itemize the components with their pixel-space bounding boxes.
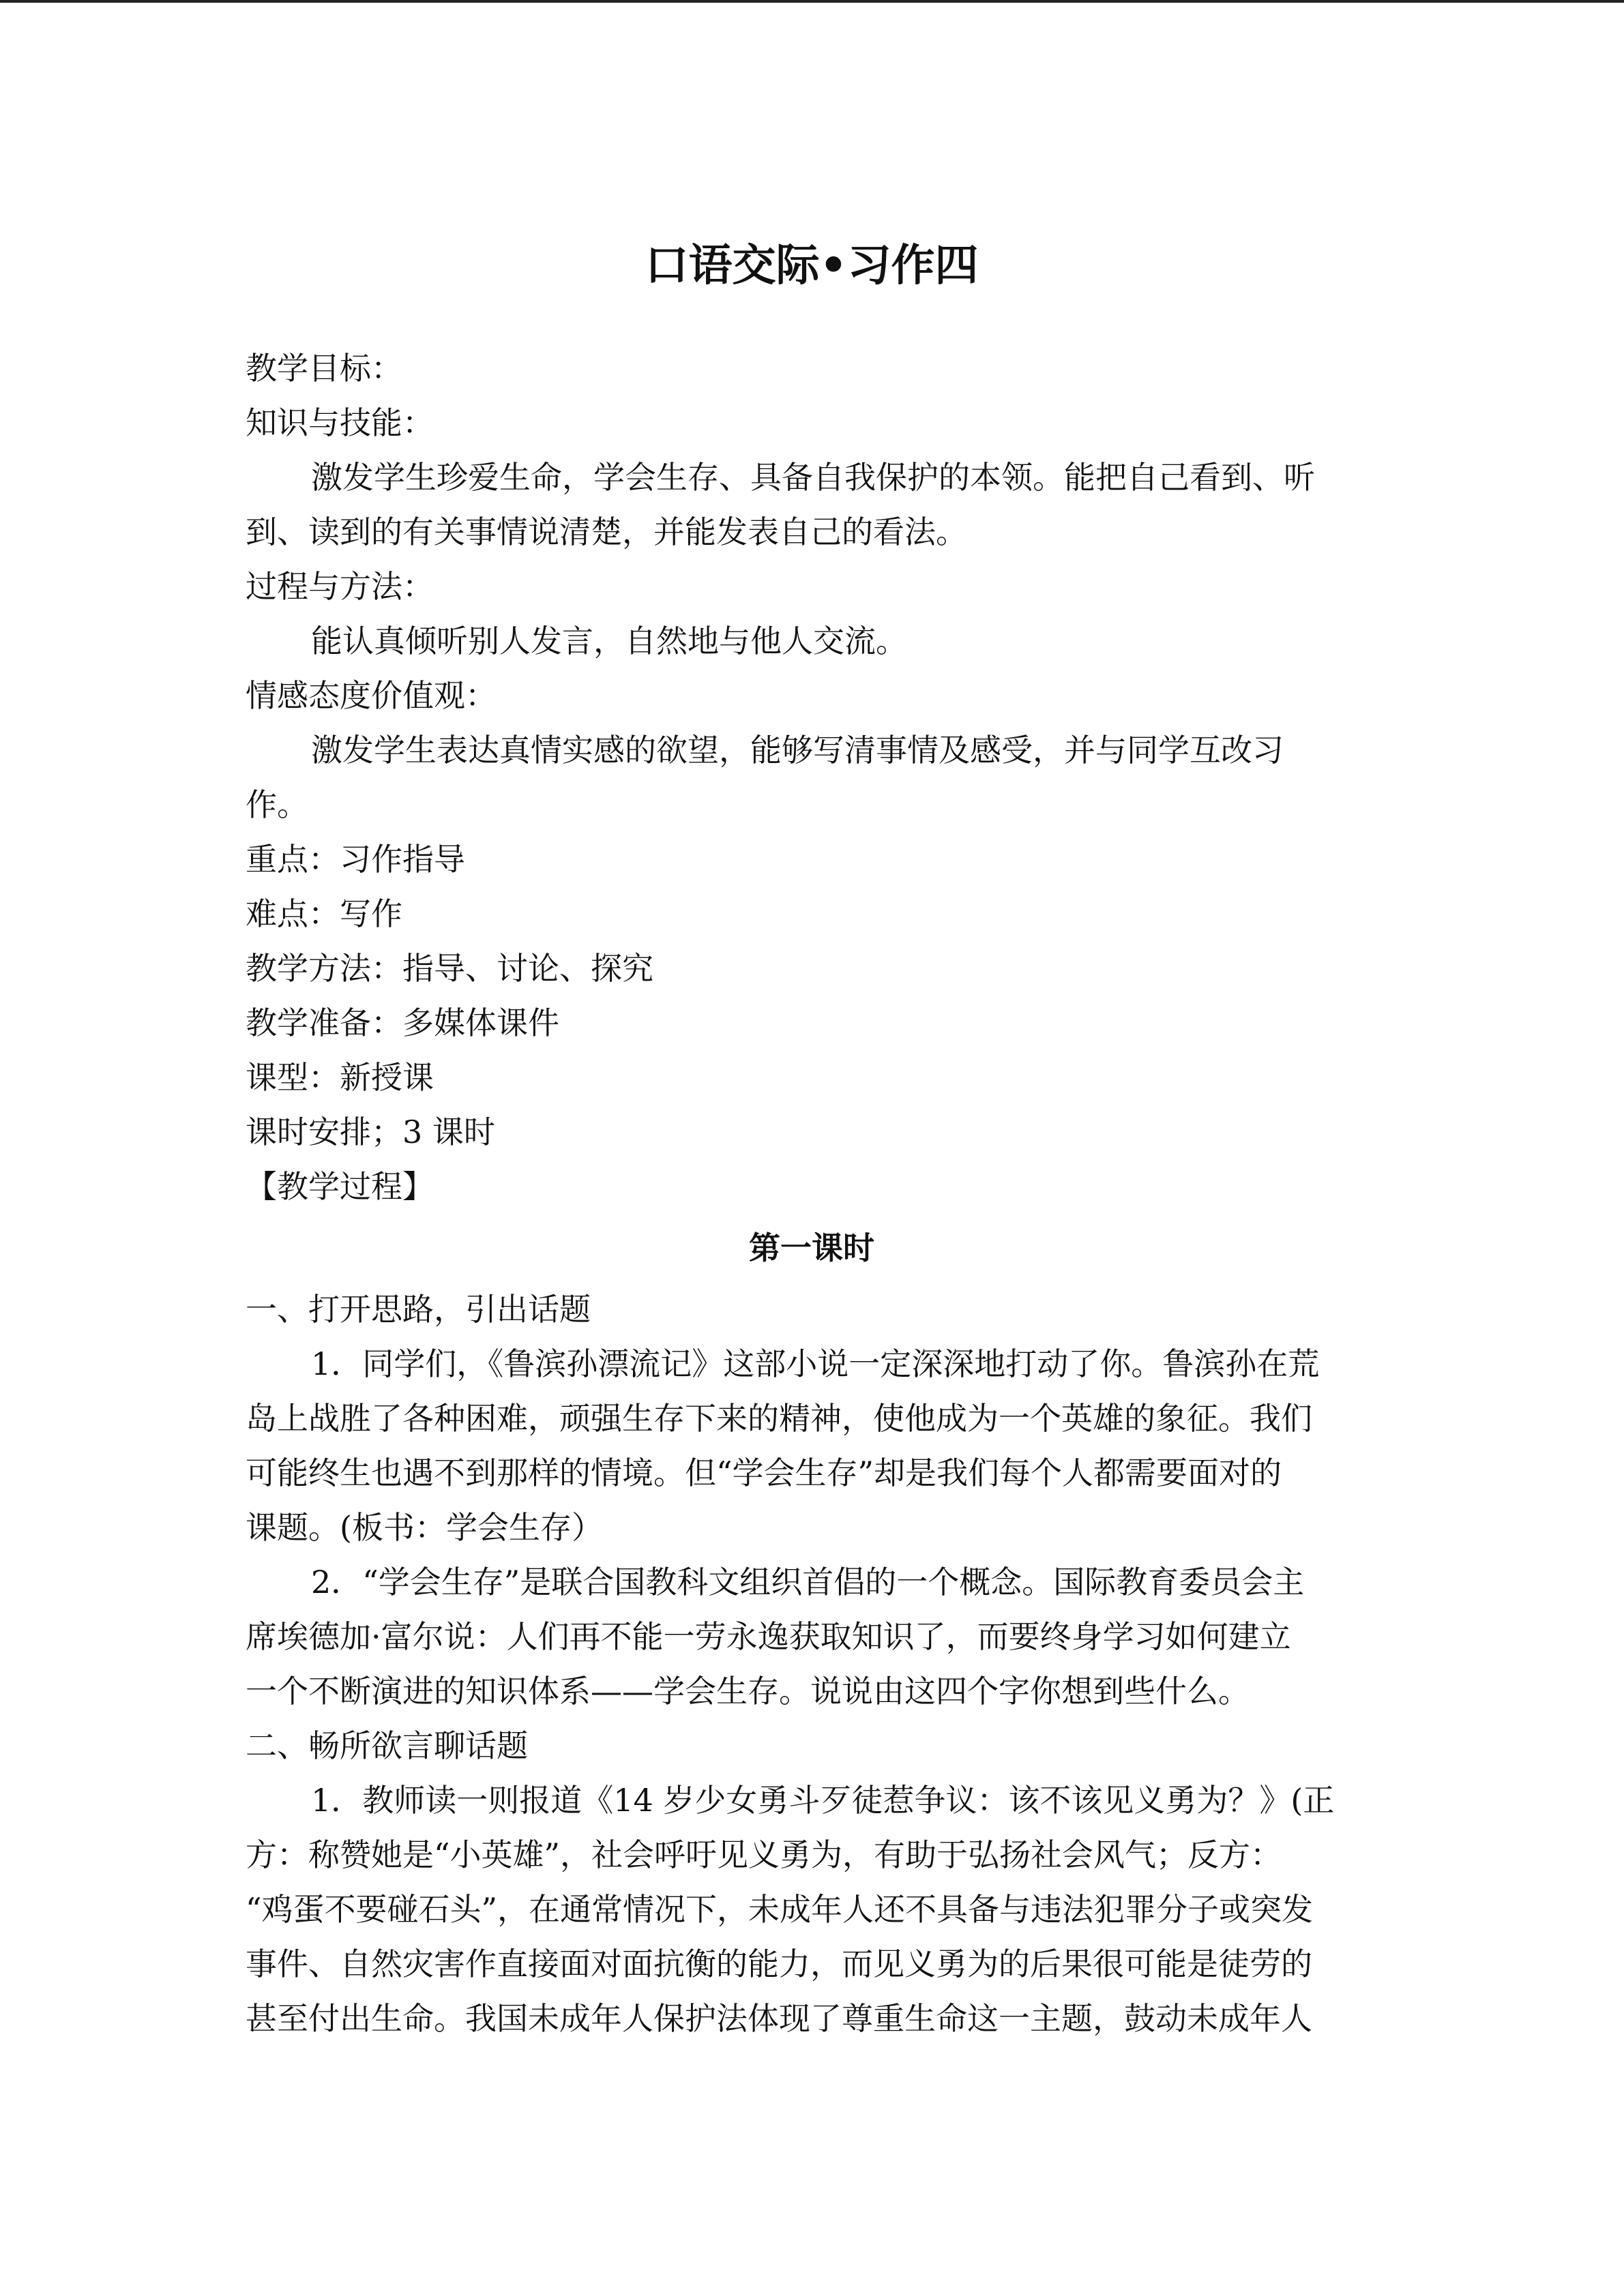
text-line: 难点：写作 xyxy=(246,895,402,932)
document-title: 口语交际•习作四 xyxy=(645,241,979,291)
text-line: 重点：习作指导 xyxy=(246,841,465,878)
text-line: 1．同学们，《鲁滨孙漂流记》这部小说一定深深地打动了你。鲁滨孙在荒 xyxy=(311,1345,1320,1382)
text-line: 二、畅所欲言聊话题 xyxy=(246,1727,528,1764)
text-line: 【教学过程】 xyxy=(246,1168,434,1205)
text-line: 过程与方法： xyxy=(246,568,434,605)
process-section xyxy=(246,1282,1378,2046)
objectives-section xyxy=(246,341,1378,1214)
text-line: “鸡蛋不要碰石头”，在通常情况下，未成年人还不具备与违法犯罪分子或突发 xyxy=(246,1891,1314,1928)
text-line: 教学目标： xyxy=(246,350,402,387)
text-line: 一个不断演进的知识体系——学会生存。说说由这四个字你想到些什么。 xyxy=(246,1673,1250,1710)
text-line: 课时安排；3 课时 xyxy=(246,1114,495,1150)
text-line: 激发学生珍爱生命，学会生存、具备自我保护的本领。能把自己看到、听 xyxy=(311,459,1315,496)
document-body xyxy=(246,232,1378,2046)
text-line: 到、读到的有关事情说清楚，并能发表自己的看法。 xyxy=(246,513,967,550)
text-line: 教学方法：指导、讨论、探究 xyxy=(246,950,653,987)
top-border-line xyxy=(0,0,1624,3)
text-line: 情感态度价值观： xyxy=(246,677,497,714)
text-line: 可能终生也遇不到那样的情境。但“学会生存”却是我们每个人都需要面对的 xyxy=(246,1455,1282,1491)
text-line: 知识与技能： xyxy=(246,404,434,441)
text-line: 课型：新授课 xyxy=(246,1059,434,1096)
text-line: 教学准备：多媒体课件 xyxy=(246,1004,559,1041)
text-line: 一、打开思路，引出话题 xyxy=(246,1291,591,1328)
text-line: 2．“学会生存”是联合国教科文组织首倡的一个概念。国际教育委员会主 xyxy=(311,1564,1305,1600)
text-line: 能认真倾听别人发言，自然地与他人交流。 xyxy=(311,623,907,659)
text-line: 1．教师读一则报道《14 岁少女勇斗歹徒惹争议：该不该见义勇为？》(正 xyxy=(311,1782,1335,1819)
text-line: 事件、自然灾害作直接面对面抗衡的能力，而见义勇为的后果很可能是徒劳的 xyxy=(246,1945,1312,1982)
text-line: 激发学生表达真情实感的欲望，能够写清事情及感受，并与同学互改习 xyxy=(311,732,1284,769)
text-line: 席埃德加·富尔说：人们再不能一劳永逸获取知识了，而要终身学习如何建立 xyxy=(246,1618,1291,1655)
text-line: 方：称赞她是“小英雄”，社会呼吁见义勇为，有助于弘扬社会风气；反方： xyxy=(246,1836,1282,1873)
text-line: 岛上战胜了各种困难，顽强生存下来的精神，使他成为一个英雄的象征。我们 xyxy=(246,1400,1312,1437)
text-line: 课题。(板书：学会生存） xyxy=(246,1509,603,1546)
lesson-heading: 第一课时 xyxy=(749,1229,874,1266)
text-line: 作。 xyxy=(246,786,308,823)
text-line: 甚至付出生命。我国未成年人保护法体现了尊重生命这一主题，鼓动未成年人 xyxy=(246,2000,1312,2037)
